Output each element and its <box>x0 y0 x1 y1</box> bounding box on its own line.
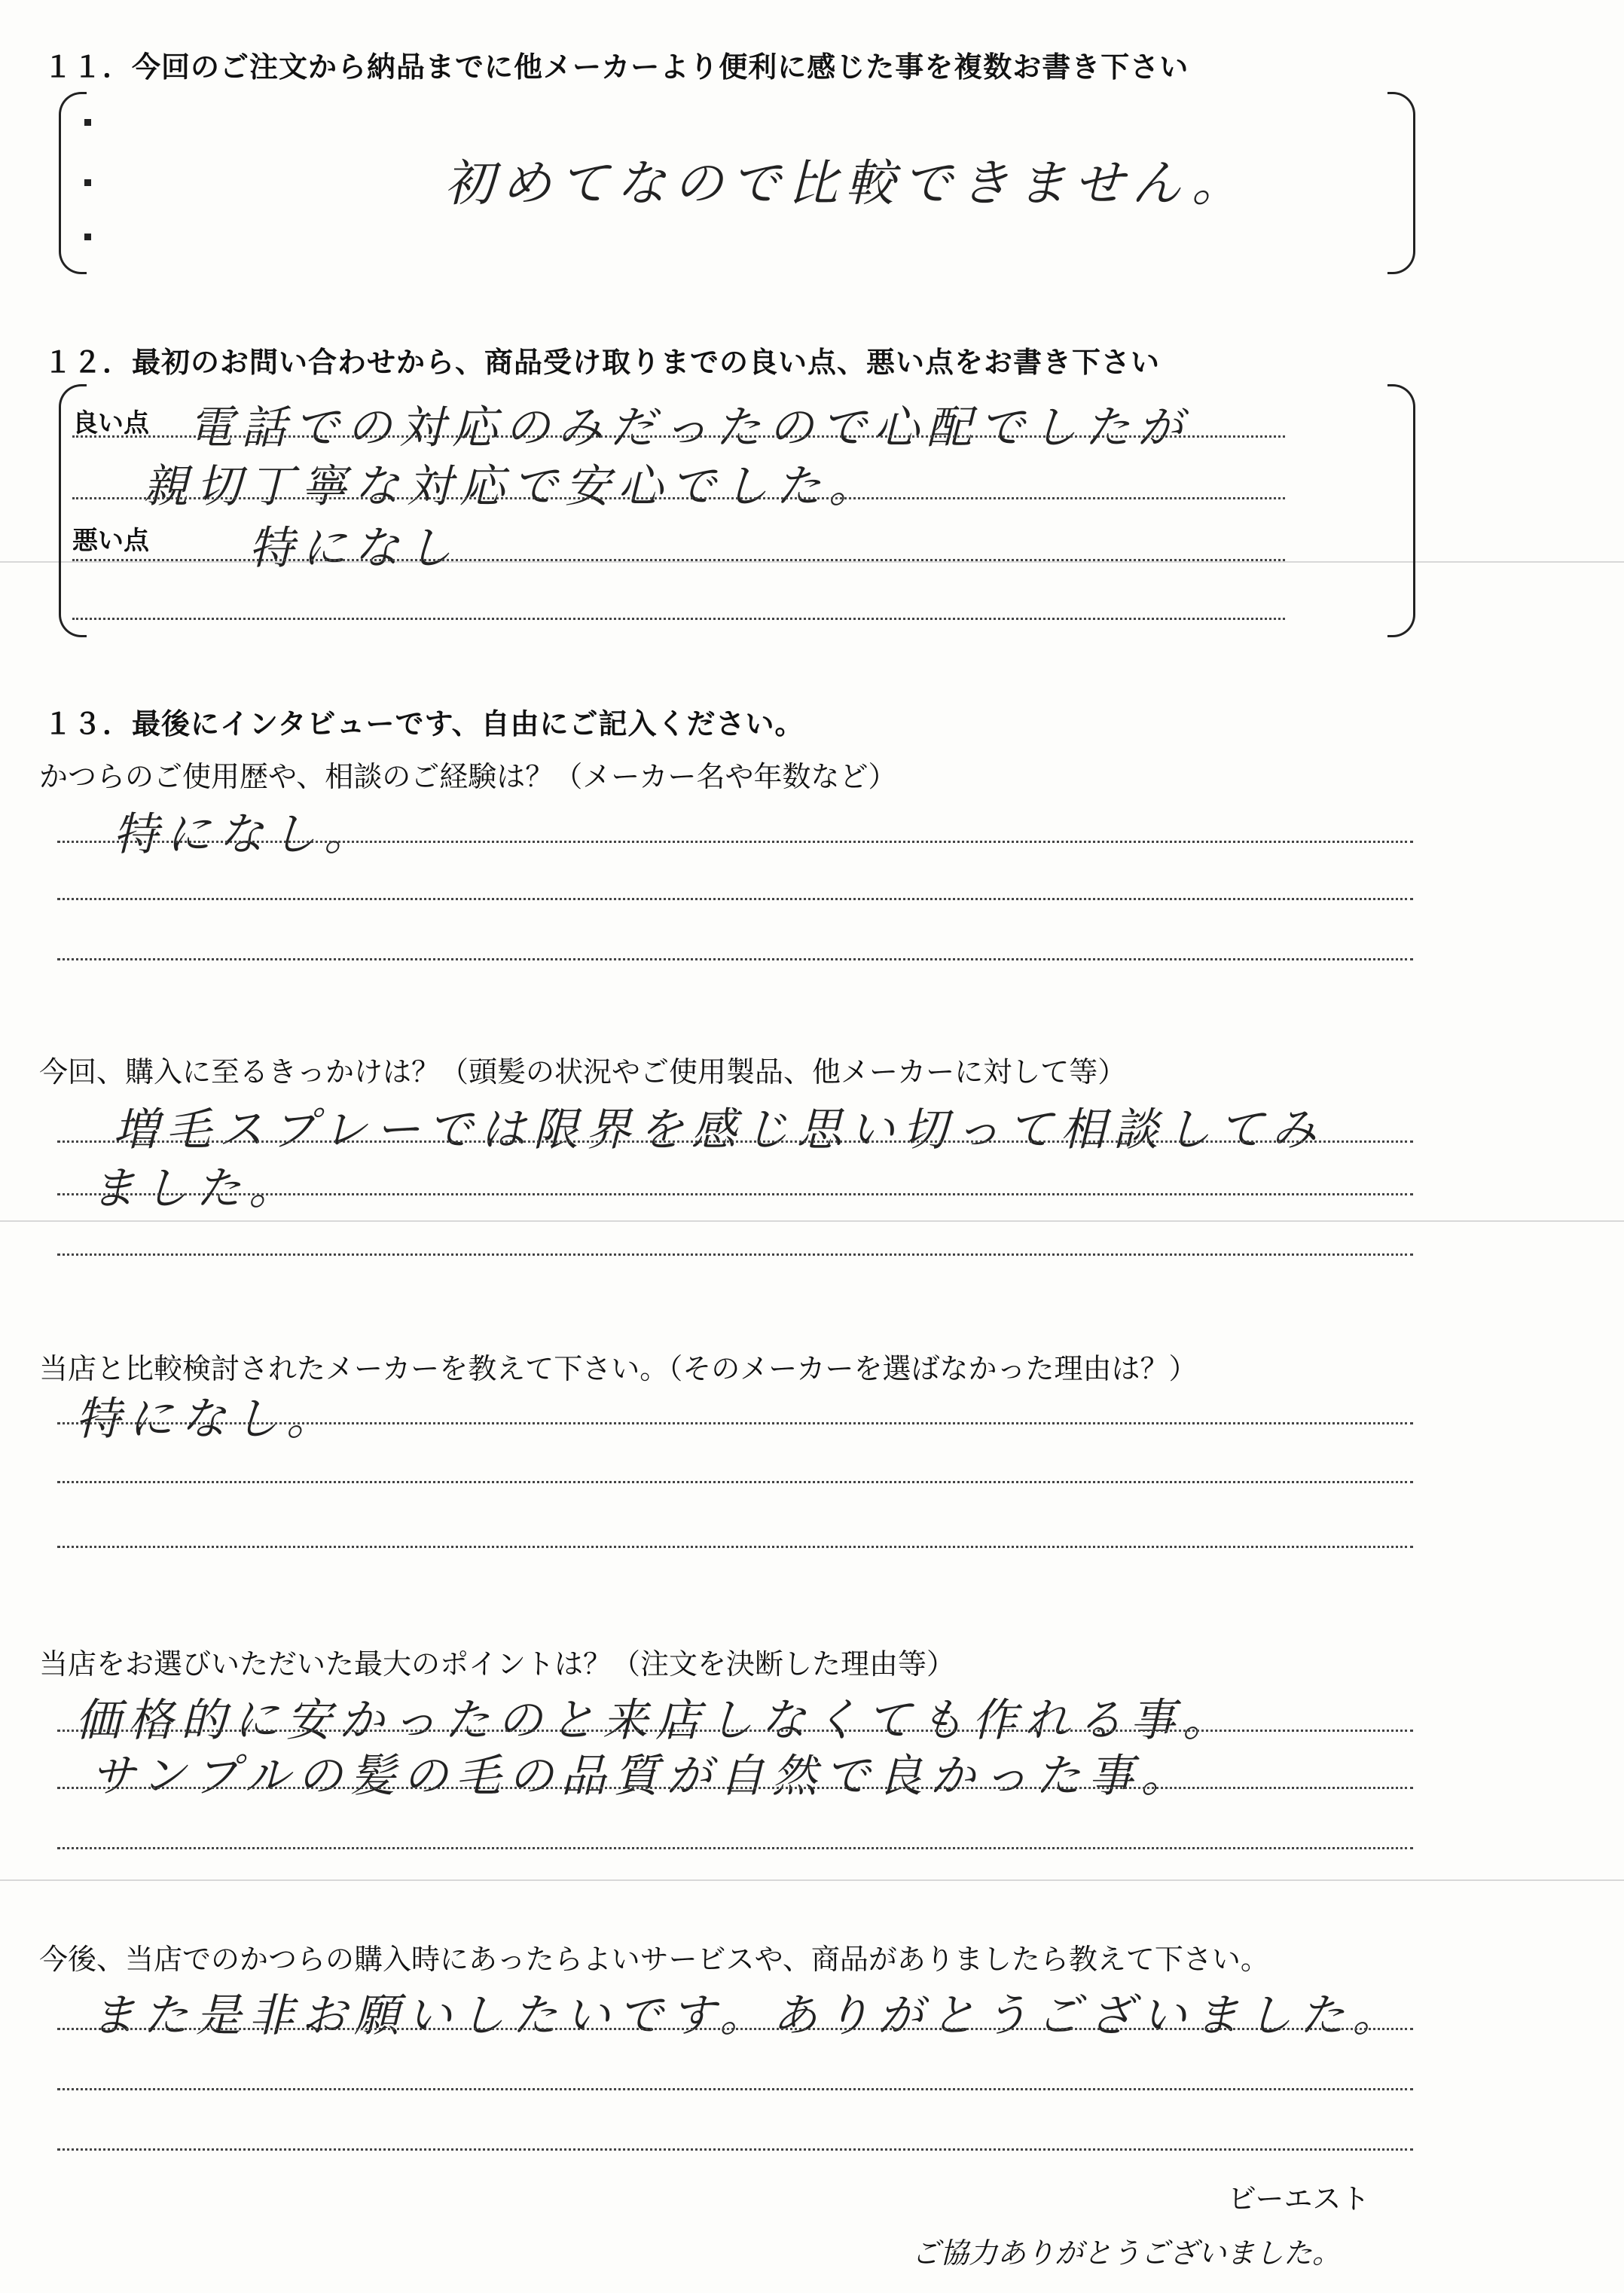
q12-answer-line <box>72 497 1285 499</box>
answer-line <box>57 2028 1413 2030</box>
q12-right-bracket <box>1387 384 1415 637</box>
q12-answer-line <box>72 435 1285 438</box>
request-question: 今後、当店でのかつらの購入時にあったらよいサービスや、商品がありましたら教えて下さい。 <box>39 1943 1269 1976</box>
request-answer: また是非お願いしたいです。ありがとうございました。 <box>90 1989 1406 2042</box>
reason-question: 当店をお選びいただいた最大のポイントは？（注文を決断した理由等） <box>39 1647 956 1681</box>
answer-line <box>57 1787 1413 1789</box>
answer-line <box>57 2088 1413 2090</box>
compare-answer: 特になし。 <box>75 1393 339 1446</box>
q11-bullet <box>84 119 91 126</box>
answer-line <box>57 1847 1413 1849</box>
q12-title: １２．最初のお問い合わせから、商品受け取りまでの良い点、悪い点をお書き下さい <box>44 346 1161 379</box>
q11-right-bracket <box>1387 92 1415 274</box>
trigger-question: 今回、購入に至るきっかけは？（頭髪の状況やご使用製品、他メーカーに対して等） <box>39 1055 1127 1088</box>
history-question: かつらのご使用歴や、相談のご経験は？（メーカー名や年数など） <box>39 760 897 793</box>
fold-line <box>0 561 1624 563</box>
q12-answer-line <box>72 559 1285 561</box>
answer-line <box>57 1193 1413 1195</box>
q12-bad-answer: 特になし <box>249 522 459 575</box>
q12-bad-label: 悪い点 <box>72 526 149 556</box>
q11-handwritten-answer: 初めてなので比較できません。 <box>444 154 1249 212</box>
answer-line <box>57 1140 1413 1143</box>
answer-line <box>57 841 1413 843</box>
q12-good-answer-line2: 親切丁寧な対応で安心でした。 <box>143 460 881 513</box>
q11-bullet <box>84 234 91 240</box>
fold-line <box>0 1220 1624 1222</box>
q12-good-answer-line1: 電話での対応のみだったので心配でしたが <box>188 402 1190 454</box>
q13-title: １３．最後にインタビューです、自由にご記入ください。 <box>44 707 804 740</box>
answer-line <box>57 1481 1413 1483</box>
company-name: ビーエスト <box>1228 2182 1370 2215</box>
answer-line <box>57 958 1413 960</box>
q11-left-bracket <box>59 92 87 274</box>
answer-line <box>57 1546 1413 1548</box>
answer-line <box>57 2148 1413 2151</box>
reason-answer-line2: サンプルの髪の毛の品質が自然で良かった事。 <box>90 1750 1194 1803</box>
q11-bullet <box>84 179 91 186</box>
q11-title: １１．今回のご注文から納品までに他メーカーより便利に感じた事を複数お書き下さい <box>44 50 1189 84</box>
q12-good-label: 良い点 <box>72 408 149 438</box>
trigger-answer-line2: ました。 <box>90 1162 301 1215</box>
compare-question: 当店と比較検討されたメーカーを教えて下さい。（そのメーカーを選ばなかった理由は？） <box>39 1352 1198 1385</box>
answer-line <box>57 898 1413 900</box>
trigger-answer-line1: 増毛スプレーでは限界を感じ思い切って相談してみ <box>113 1104 1324 1156</box>
thanks-message: ご協力ありがとうございました。 <box>911 2237 1342 2270</box>
answer-line <box>57 1730 1413 1732</box>
fold-line <box>0 1879 1624 1881</box>
history-answer: 特になし。 <box>113 808 377 861</box>
answer-line <box>57 1253 1413 1256</box>
answer-line <box>57 1422 1413 1424</box>
reason-answer-line1: 価格的に安かったのと来店しなくても作れる事。 <box>75 1694 1235 1747</box>
q12-answer-line <box>72 618 1285 620</box>
